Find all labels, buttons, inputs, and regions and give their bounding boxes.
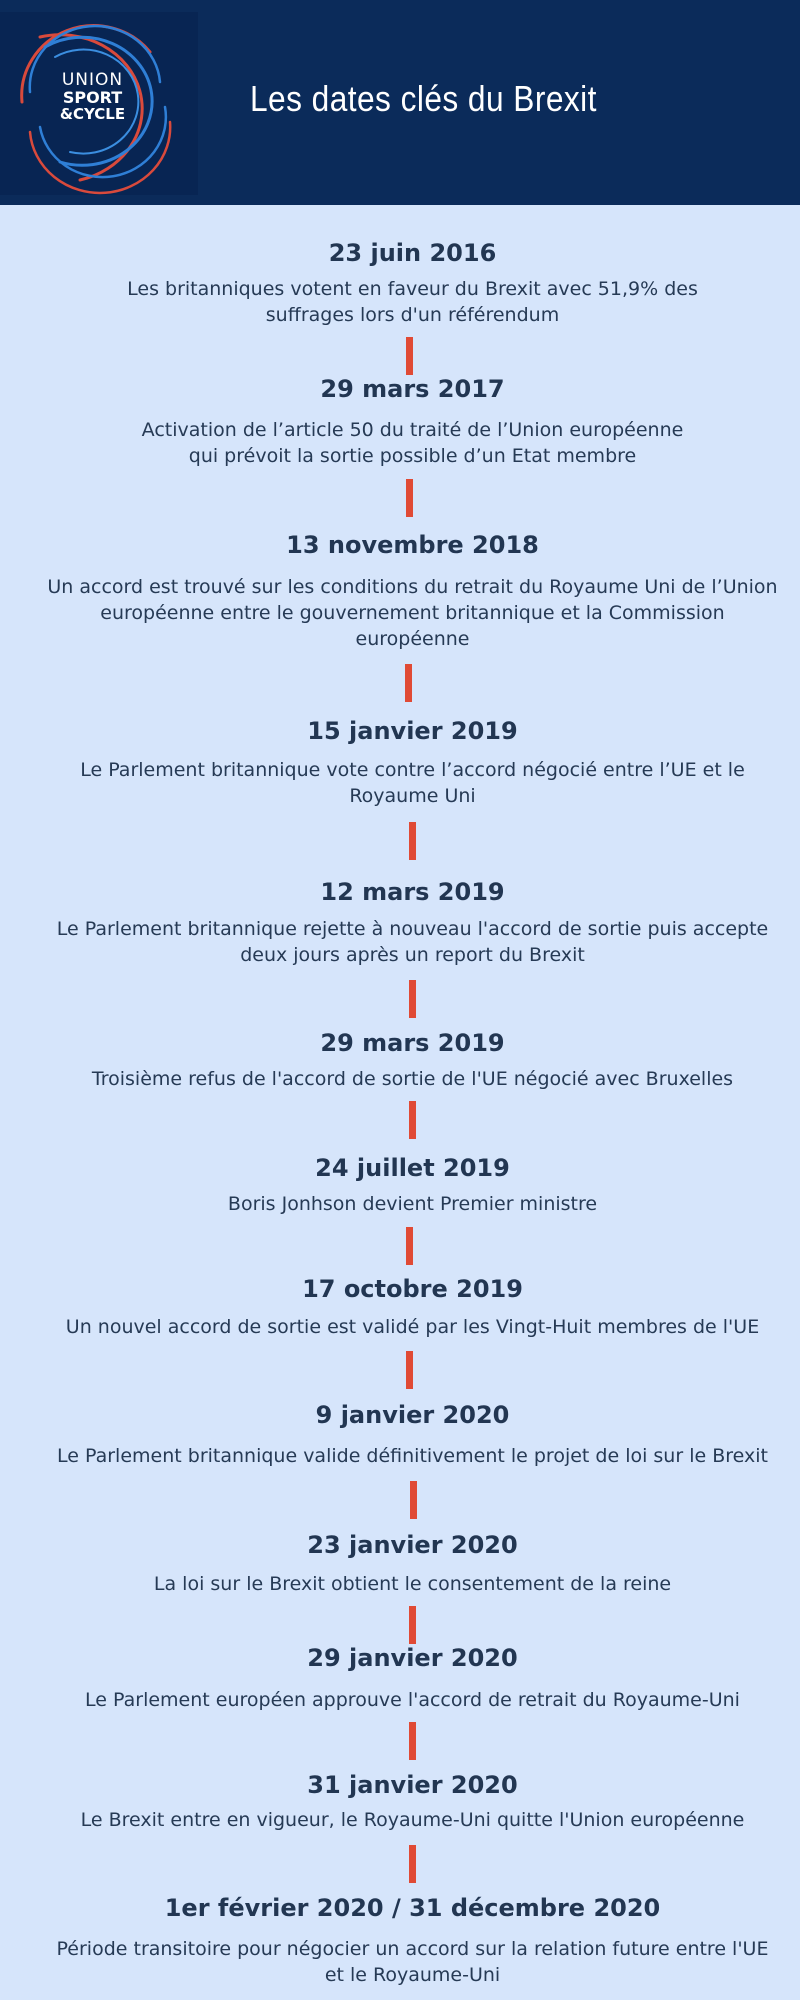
event-date: 24 juillet 2019: [315, 1154, 510, 1182]
event-date: 15 janvier 2019: [307, 717, 518, 745]
event-description: [40, 276, 785, 328]
event-description-line: européenne: [355, 628, 470, 650]
event-description: [40, 1807, 785, 1833]
event-date: 9 janvier 2020: [315, 1401, 510, 1429]
event-description-line: deux jours après un report du Brexit: [240, 944, 585, 966]
event-date: 23 janvier 2020: [307, 1531, 518, 1559]
event-date: 29 mars 2017: [320, 375, 505, 403]
event-description-line: Le Parlement britannique valide définitivement le projet de loi sur le Brexit: [57, 1445, 768, 1467]
timeline-connector: [409, 1101, 416, 1139]
event-description: [40, 1936, 785, 1988]
event-description-line: et le Royaume-Uni: [324, 1964, 501, 1986]
event-date: 13 novembre 2018: [286, 531, 539, 559]
event-description-line: européenne entre le gouvernement britannique et la Commission: [100, 602, 725, 624]
event-description-line: Boris Jonhson devient Premier ministre: [227, 1193, 598, 1215]
event-description-line: La loi sur le Brexit obtient le consentement de la reine: [153, 1573, 672, 1595]
event-date: 12 mars 2019: [320, 878, 505, 906]
event-description: [40, 574, 785, 652]
event-date: 29 janvier 2020: [307, 1644, 518, 1672]
timeline-connector: [405, 664, 412, 702]
logo-line-2: SPORT: [62, 88, 123, 107]
event-description: [40, 757, 785, 809]
event-description-line: Le Parlement britannique vote contre l’accord négocié entre l’UE et le: [80, 759, 745, 781]
event-description-line: suffrages lors d'un référendum: [265, 304, 560, 326]
event-description-line: Royaume Uni: [349, 785, 476, 807]
event-description: [40, 1571, 785, 1597]
timeline-connector: [406, 479, 413, 517]
event-description: [40, 916, 785, 968]
event-description: [40, 1443, 785, 1469]
timeline-connector: [409, 980, 416, 1018]
event-description: [40, 1066, 785, 1092]
timeline-connector: [406, 1227, 413, 1265]
event-description: [40, 1191, 785, 1217]
logo-line-1: UNION: [61, 70, 124, 90]
event-description: [40, 1687, 785, 1713]
event-description-line: Activation de l’article 50 du traité de l’Union européenne: [141, 419, 684, 441]
event-description-line: Troisième refus de l'accord de sortie de l'UE négocié avec Bruxelles: [91, 1068, 734, 1090]
timeline-connector: [409, 1845, 416, 1883]
event-description-line: Le Brexit entre en vigueur, le Royaume-Uni quitte l'Union européenne: [80, 1809, 745, 1831]
timeline-connector: [406, 337, 413, 375]
event-date: 1er février 2020 / 31 décembre 2020: [164, 1894, 661, 1922]
event-date: 17 octobre 2019: [302, 1275, 523, 1303]
timeline-connector: [409, 1606, 416, 1644]
event-description-line: Les britanniques votent en faveur du Brexit avec 51,9% des: [127, 278, 698, 300]
event-description-line: Période transitoire pour négocier un accord sur la relation future entre l'UE: [56, 1938, 769, 1960]
page-title: Les dates clés du Brexit: [250, 78, 597, 119]
event-description: [40, 1314, 785, 1340]
event-date: 31 janvier 2020: [307, 1771, 518, 1799]
event-description-line: Un nouvel accord de sortie est validé par les Vingt-Huit membres de l'UE: [65, 1316, 760, 1338]
timeline-connector: [409, 1722, 416, 1760]
timeline-connector: [406, 1351, 413, 1389]
event-description-line: Le Parlement européen approuve l'accord de retrait du Royaume-Uni: [85, 1689, 740, 1711]
event-description-line: Un accord est trouvé sur les conditions du retrait du Royaume Uni de l’Union: [47, 576, 778, 598]
event-description: [40, 417, 785, 469]
event-description-line: Le Parlement britannique rejette à nouveau l'accord de sortie puis accepte: [56, 918, 769, 940]
timeline-connector: [410, 1481, 417, 1519]
event-description-line: qui prévoit la sortie possible d’un Etat membre: [188, 445, 637, 467]
logo-line-3: &CYCLE: [59, 105, 126, 123]
event-date: 29 mars 2019: [320, 1029, 505, 1057]
event-date: 23 juin 2016: [328, 239, 497, 267]
timeline-connector: [409, 822, 416, 860]
